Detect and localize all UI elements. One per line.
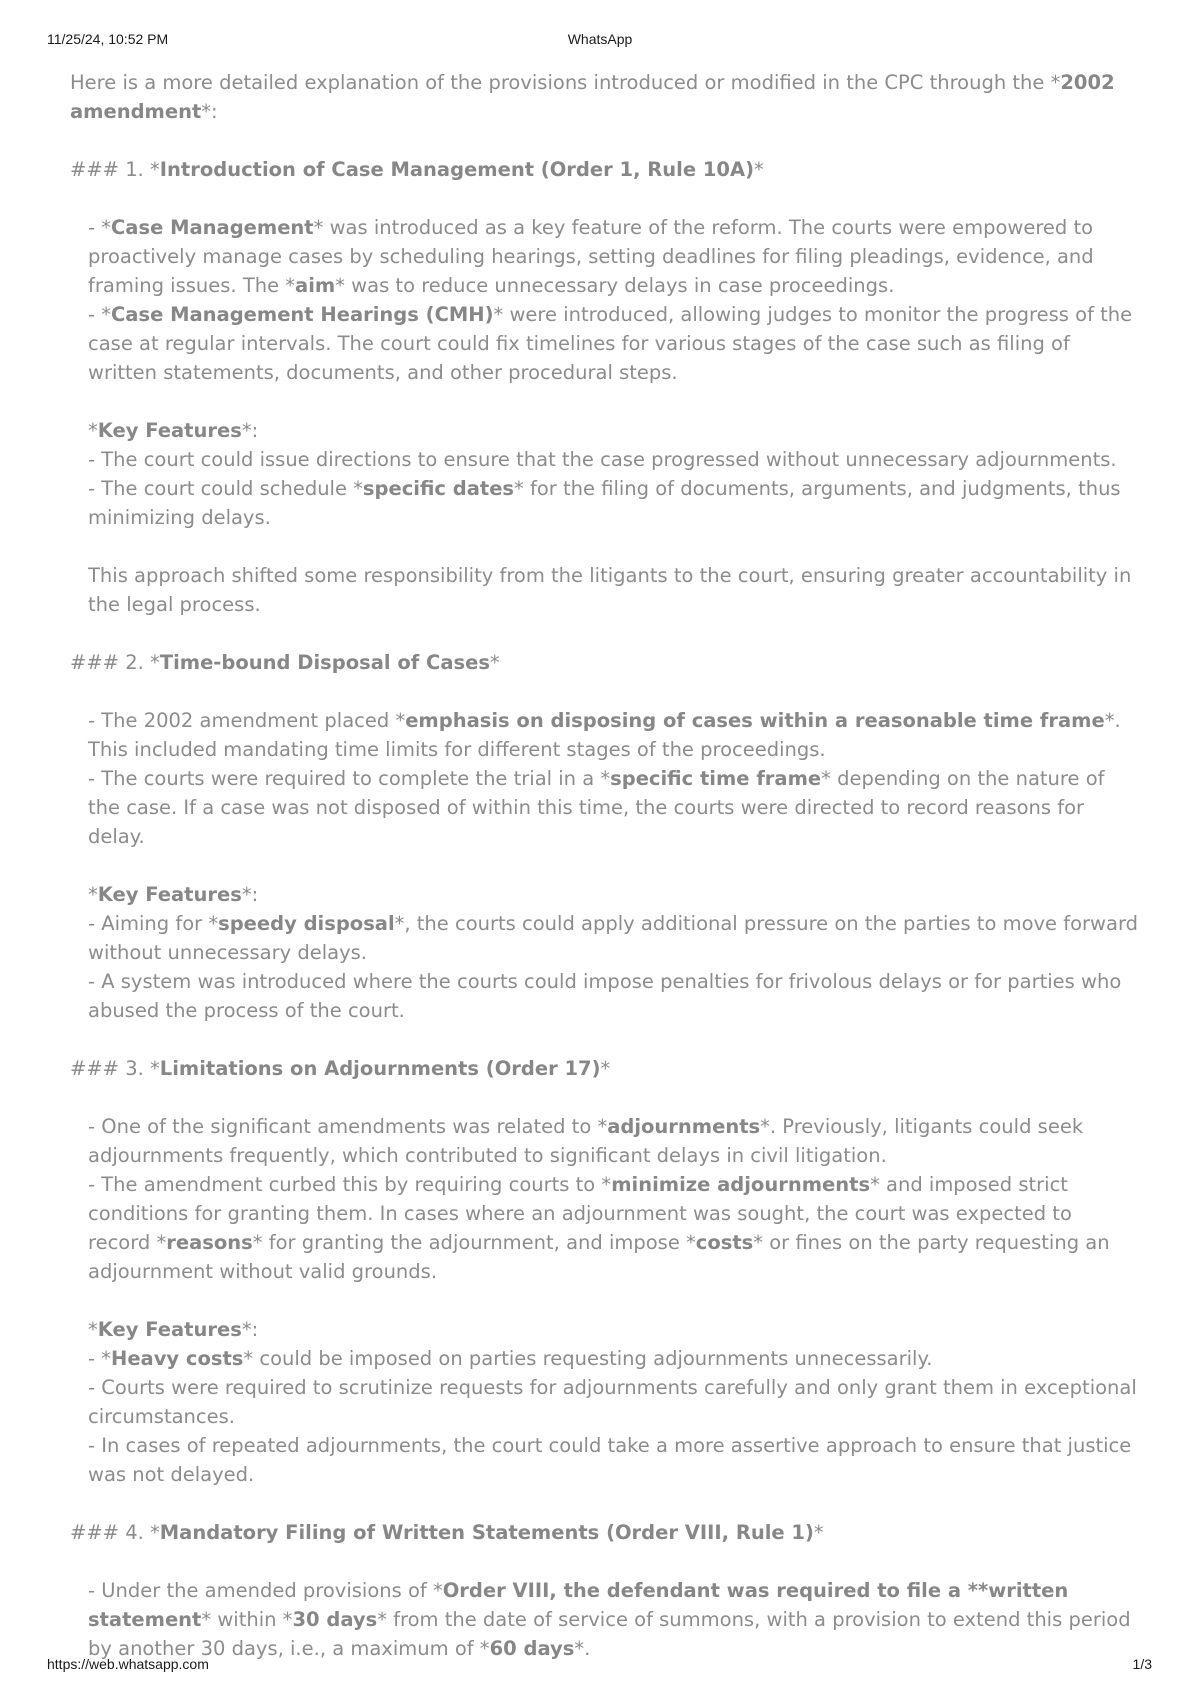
text-run: ### 1. *: [70, 158, 160, 181]
paragraph: [70, 213, 1140, 300]
text-run: - *: [88, 216, 111, 239]
bold-text: Time-bound Disposal of Cases: [159, 651, 490, 674]
text-run: - The amendment curbed this by requiring courts to *: [88, 1173, 612, 1196]
paragraph-gap: [70, 1547, 1140, 1576]
text-run: *: [88, 1318, 98, 1341]
paragraph: [70, 1170, 1140, 1286]
paragraph: [70, 1112, 1140, 1170]
text-run: *. Previously, litigants could seek adjournments frequently, which contributed to significant delays in civil litigation.: [88, 1115, 1084, 1167]
text-run: - Courts were required to scrutinize requests for adjournments carefully and only grant them in exceptional circumstances.: [88, 1376, 1137, 1428]
bold-text: minimize adjournments: [611, 1173, 871, 1196]
bold-text: costs: [695, 1231, 754, 1254]
paragraph-gap: [70, 532, 1140, 561]
text-run: - One of the significant amendments was related to *: [88, 1115, 608, 1138]
paragraph: [70, 1054, 1140, 1083]
text-run: - The court could issue directions to ensure that the case progressed without unnecessary adjournments.: [88, 448, 1117, 471]
paragraph: [70, 300, 1140, 387]
text-run: - Aiming for *: [88, 912, 219, 935]
bold-text: Key Features: [97, 419, 242, 442]
paragraph: [70, 967, 1140, 1025]
print-date: 11/25/24, 10:52 PM: [47, 31, 169, 47]
paragraph: [70, 648, 1140, 677]
paragraph: [70, 1344, 1140, 1373]
text-run: * within *: [201, 1608, 293, 1631]
text-run: *: [813, 1521, 824, 1544]
text-run: - *: [88, 1347, 111, 1370]
text-run: - The court could schedule *: [88, 477, 363, 500]
paragraph-gap: [70, 1489, 1140, 1518]
text-run: Here is a more detailed explanation of the provisions introduced or modified in the CPC through the *: [70, 71, 1061, 94]
bold-text: Heavy costs: [111, 1347, 244, 1370]
text-run: * were introduced, allowing judges to monitor the progress of the case at regular intervals. The court could fix timelines for various stages of the case such as filing of written statements, documents, and other procedural steps.: [88, 303, 1133, 384]
text-run: - Under the amended provisions of *: [88, 1579, 443, 1602]
text-run: - *: [88, 303, 111, 326]
bold-text: Case Management Hearings (CMH): [111, 303, 494, 326]
text-run: *. This included mandating time limits for different stages of the proceedings.: [88, 709, 1121, 761]
bold-text: Limitations on Adjournments (Order 17): [159, 1057, 601, 1080]
text-run: * or fines on the party requesting an adjournment without valid grounds.: [88, 1231, 1110, 1283]
text-run: *, the courts could apply additional pressure on the parties to move forward without unnecessary delays.: [88, 912, 1139, 964]
bold-text: specific time frame: [610, 767, 822, 790]
bold-text: 2002 amendment: [70, 71, 1115, 123]
bold-text: Mandatory Filing of Written Statements (Order VIII, Rule 1): [159, 1521, 814, 1544]
paragraph-gap: [70, 619, 1140, 648]
text-run: *: [88, 883, 98, 906]
bold-text: adjournments: [607, 1115, 761, 1138]
bold-text: reasons: [166, 1231, 253, 1254]
text-run: *: [600, 1057, 611, 1080]
paragraph-gap: [70, 1286, 1140, 1315]
text-run: ### 4. *: [70, 1521, 160, 1544]
text-run: * depending on the nature of the case. If a case was not disposed of within this time, the courts were directed to record reasons for delay.: [88, 767, 1105, 848]
paragraph: [70, 68, 1140, 126]
text-run: *: [754, 158, 764, 181]
text-run: - The 2002 amendment placed *: [88, 709, 406, 732]
bold-text: Key Features: [97, 883, 242, 906]
text-run: *:: [241, 883, 259, 906]
paragraph: [70, 155, 1140, 184]
bold-text: 60 days: [489, 1637, 575, 1660]
text-run: * from the date of service of summons, with a provision to extend this period by another 30 days, i.e., a maximum of *: [88, 1608, 1131, 1660]
paragraph: [70, 474, 1140, 532]
text-run: ### 2. *: [70, 651, 160, 674]
bold-text: Introduction of Case Management (Order 1, Rule 10A): [159, 158, 755, 181]
text-run: *:: [241, 1318, 259, 1341]
paragraph: [70, 1315, 1140, 1344]
bold-text: speedy disposal: [218, 912, 395, 935]
paragraph: [70, 880, 1140, 909]
print-url: https://web.whatsapp.com: [47, 1656, 209, 1672]
paragraph: [70, 706, 1140, 764]
bold-text: Order VIII, the defendant was required to file a **written statement: [88, 1579, 1069, 1631]
paragraph-gap: [70, 851, 1140, 880]
text-run: * was introduced as a key feature of the reform. The courts were empowered to proactively manage cases by scheduling hearings, setting deadlines for filing pleadings, evidence, and framing issues. The *: [88, 216, 1094, 297]
text-run: * was to reduce unnecessary delays in case proceedings.: [335, 274, 895, 297]
bold-text: Case Management: [111, 216, 314, 239]
paragraph-gap: [70, 677, 1140, 706]
bold-text: aim: [295, 274, 336, 297]
text-run: - The courts were required to complete the trial in a *: [88, 767, 611, 790]
text-run: * could be imposed on parties requesting adjournments unnecessarily.: [243, 1347, 933, 1370]
paragraph: [70, 416, 1140, 445]
page-number: 1/3: [1132, 1656, 1152, 1672]
paragraph-gap: [70, 1025, 1140, 1054]
text-run: *:: [201, 100, 218, 123]
text-run: *:: [241, 419, 259, 442]
bold-text: 30 days: [292, 1608, 378, 1631]
bold-text: specific dates: [362, 477, 515, 500]
document-body: [70, 68, 1140, 1663]
bold-text: Key Features: [97, 1318, 242, 1341]
paragraph: [70, 1576, 1140, 1663]
text-run: *: [489, 651, 500, 674]
paragraph: [70, 909, 1140, 967]
text-run: *: [88, 419, 98, 442]
text-run: - A system was introduced where the courts could impose penalties for frivolous delays or for parties who abused the process of the court.: [88, 970, 1122, 1022]
paragraph: [70, 1431, 1140, 1489]
paragraph: [70, 1518, 1140, 1547]
text-run: ### 3. *: [70, 1057, 160, 1080]
paragraph-gap: [70, 1083, 1140, 1112]
text-run: * for granting the adjournment, and impose *: [252, 1231, 696, 1254]
text-run: This approach shifted some responsibility from the litigants to the court, ensuring greater accountability in the legal process.: [88, 564, 1132, 616]
paragraph: [70, 445, 1140, 474]
paragraph-gap: [70, 126, 1140, 155]
paragraph: [70, 764, 1140, 851]
text-run: - In cases of repeated adjournments, the court could take a more assertive approach to ensure that justice was not delayed.: [88, 1434, 1132, 1486]
bold-text: emphasis on disposing of cases within a reasonable time frame: [405, 709, 1105, 732]
print-title: WhatsApp: [567, 31, 633, 47]
paragraph: [70, 1373, 1140, 1431]
paragraph-gap: [70, 184, 1140, 213]
paragraph-gap: [70, 387, 1140, 416]
text-run: *.: [574, 1637, 591, 1660]
text-run: * for the filing of documents, arguments, and judgments, thus minimizing delays.: [88, 477, 1121, 529]
paragraph: [70, 561, 1140, 619]
text-run: * and imposed strict conditions for granting them. In cases where an adjournment was sought, the court was expected to record *: [88, 1173, 1072, 1254]
